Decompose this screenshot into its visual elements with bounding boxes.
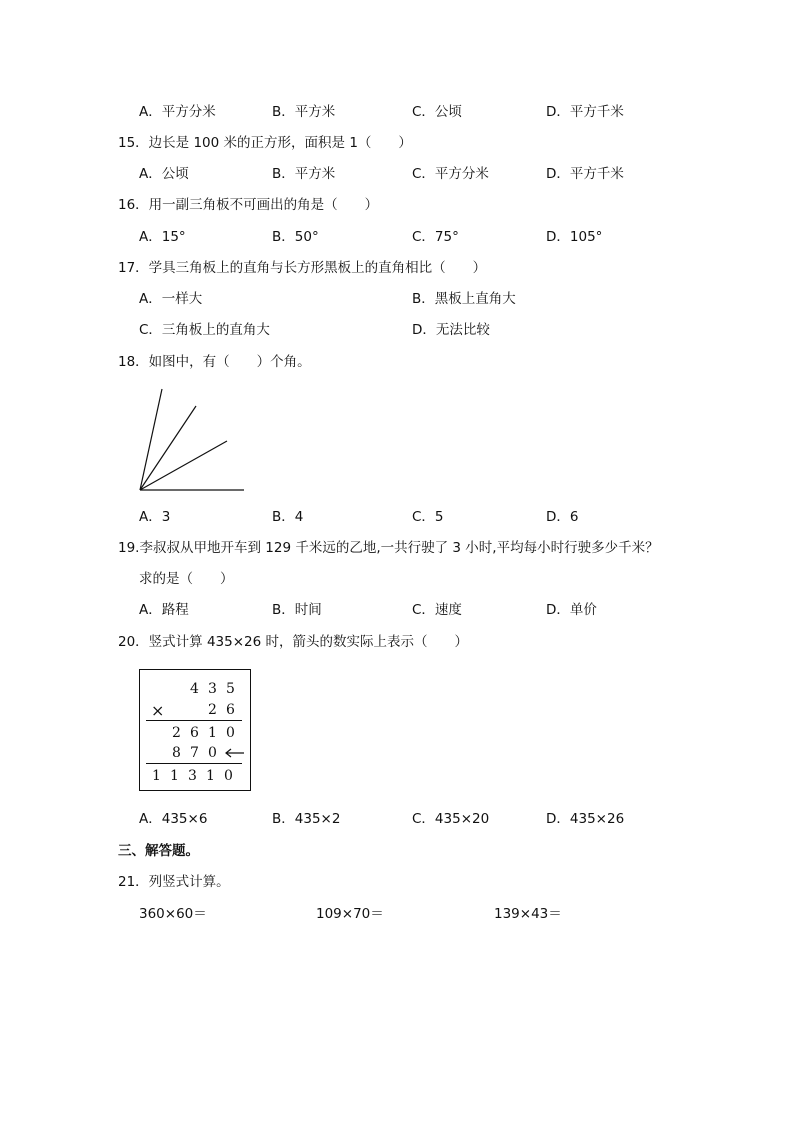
q17-option-c[interactable]: C．三角板上的直角大 xyxy=(139,322,270,338)
q18-stem: 18．如图中，有（ ）个角。 xyxy=(118,354,311,370)
digit: 3 xyxy=(188,768,197,784)
q16-option-b[interactable]: B．50° xyxy=(272,229,319,245)
digit: 0 xyxy=(208,745,217,761)
q16-stem: 16．用一副三角板不可画出的角是（ ） xyxy=(118,197,379,213)
q16-option-a[interactable]: A．15° xyxy=(139,229,186,245)
q19-option-b[interactable]: B．时间 xyxy=(272,602,322,618)
digit: 0 xyxy=(226,725,235,741)
digit: 3 xyxy=(208,681,217,697)
digit: 1 xyxy=(170,768,179,784)
times-sign: × xyxy=(151,701,165,720)
q20-option-d[interactable]: D．435×26 xyxy=(546,811,625,827)
digit: 6 xyxy=(226,702,235,718)
digit: 7 xyxy=(190,745,199,761)
q15-option-a[interactable]: A．公顷 xyxy=(139,166,189,182)
digit: 1 xyxy=(206,768,215,784)
q18-option-c[interactable]: C．5 xyxy=(412,509,444,525)
digit: 5 xyxy=(226,681,235,697)
q17-option-d[interactable]: D．无法比较 xyxy=(412,322,490,338)
ray-2 xyxy=(140,406,196,490)
q21-problem-1: 360×60＝ xyxy=(139,906,207,922)
q20-option-a[interactable]: A．435×6 xyxy=(139,811,208,827)
q15-stem: 15．边长是 100 米的正方形，面积是 1（ ） xyxy=(118,135,412,151)
q21-problem-2: 109×70＝ xyxy=(316,906,384,922)
q14-option-c[interactable]: C．公顷 xyxy=(412,104,462,120)
digit: 4 xyxy=(190,681,199,697)
digit: 0 xyxy=(224,768,233,784)
q18-option-d[interactable]: D．6 xyxy=(546,509,579,525)
q15-option-c[interactable]: C．平方分米 xyxy=(412,166,489,182)
q16-option-c[interactable]: C．75° xyxy=(412,229,459,245)
digit: 6 xyxy=(190,725,199,741)
vertical-multiplication-box xyxy=(139,669,251,791)
q18-option-a[interactable]: A．3 xyxy=(139,509,171,525)
angles-figure xyxy=(130,380,260,500)
q17-option-a[interactable]: A．一样大 xyxy=(139,291,203,307)
q20-option-c[interactable]: C．435×20 xyxy=(412,811,490,827)
ray-3 xyxy=(140,441,227,490)
q17-option-b[interactable]: B．黑板上直角大 xyxy=(412,291,516,307)
rule-line xyxy=(146,720,242,721)
digit: 1 xyxy=(152,768,161,784)
digit: 2 xyxy=(172,725,181,741)
q15-option-b[interactable]: B．平方米 xyxy=(272,166,336,182)
q14-option-a[interactable]: A．平方分米 xyxy=(139,104,216,120)
q19-stem-line2: 求的是（ ） xyxy=(139,571,234,587)
q21-stem: 21．列竖式计算。 xyxy=(118,874,230,890)
rule-line xyxy=(146,763,242,764)
q20-option-b[interactable]: B．435×2 xyxy=(272,811,341,827)
ray-1 xyxy=(140,389,162,490)
arrow-left-icon xyxy=(224,747,246,759)
q17-stem: 17．学具三角板上的直角与长方形黑板上的直角相比（ ） xyxy=(118,260,487,276)
q21-problem-3: 139×43＝ xyxy=(494,906,562,922)
q14-option-b[interactable]: B．平方米 xyxy=(272,104,336,120)
q20-stem: 20．竖式计算 435×26 时，箭头的数实际上表示（ ） xyxy=(118,634,469,650)
q19-option-d[interactable]: D．单价 xyxy=(546,602,597,618)
q16-option-d[interactable]: D．105° xyxy=(546,229,603,245)
q19-stem: 19.李叔叔从甲地开车到 129 千米远的乙地,一共行驶了 3 小时,平均每小时行驶多少千米？ xyxy=(118,540,659,556)
digit: 1 xyxy=(208,725,217,741)
q14-option-d[interactable]: D．平方千米 xyxy=(546,104,624,120)
digit: 8 xyxy=(172,745,181,761)
digit: 2 xyxy=(208,702,217,718)
q19-option-a[interactable]: A．路程 xyxy=(139,602,189,618)
q19-option-c[interactable]: C．速度 xyxy=(412,602,462,618)
q15-option-d[interactable]: D．平方千米 xyxy=(546,166,624,182)
q18-option-b[interactable]: B．4 xyxy=(272,509,304,525)
section-title: 三、解答题。 xyxy=(118,843,199,859)
